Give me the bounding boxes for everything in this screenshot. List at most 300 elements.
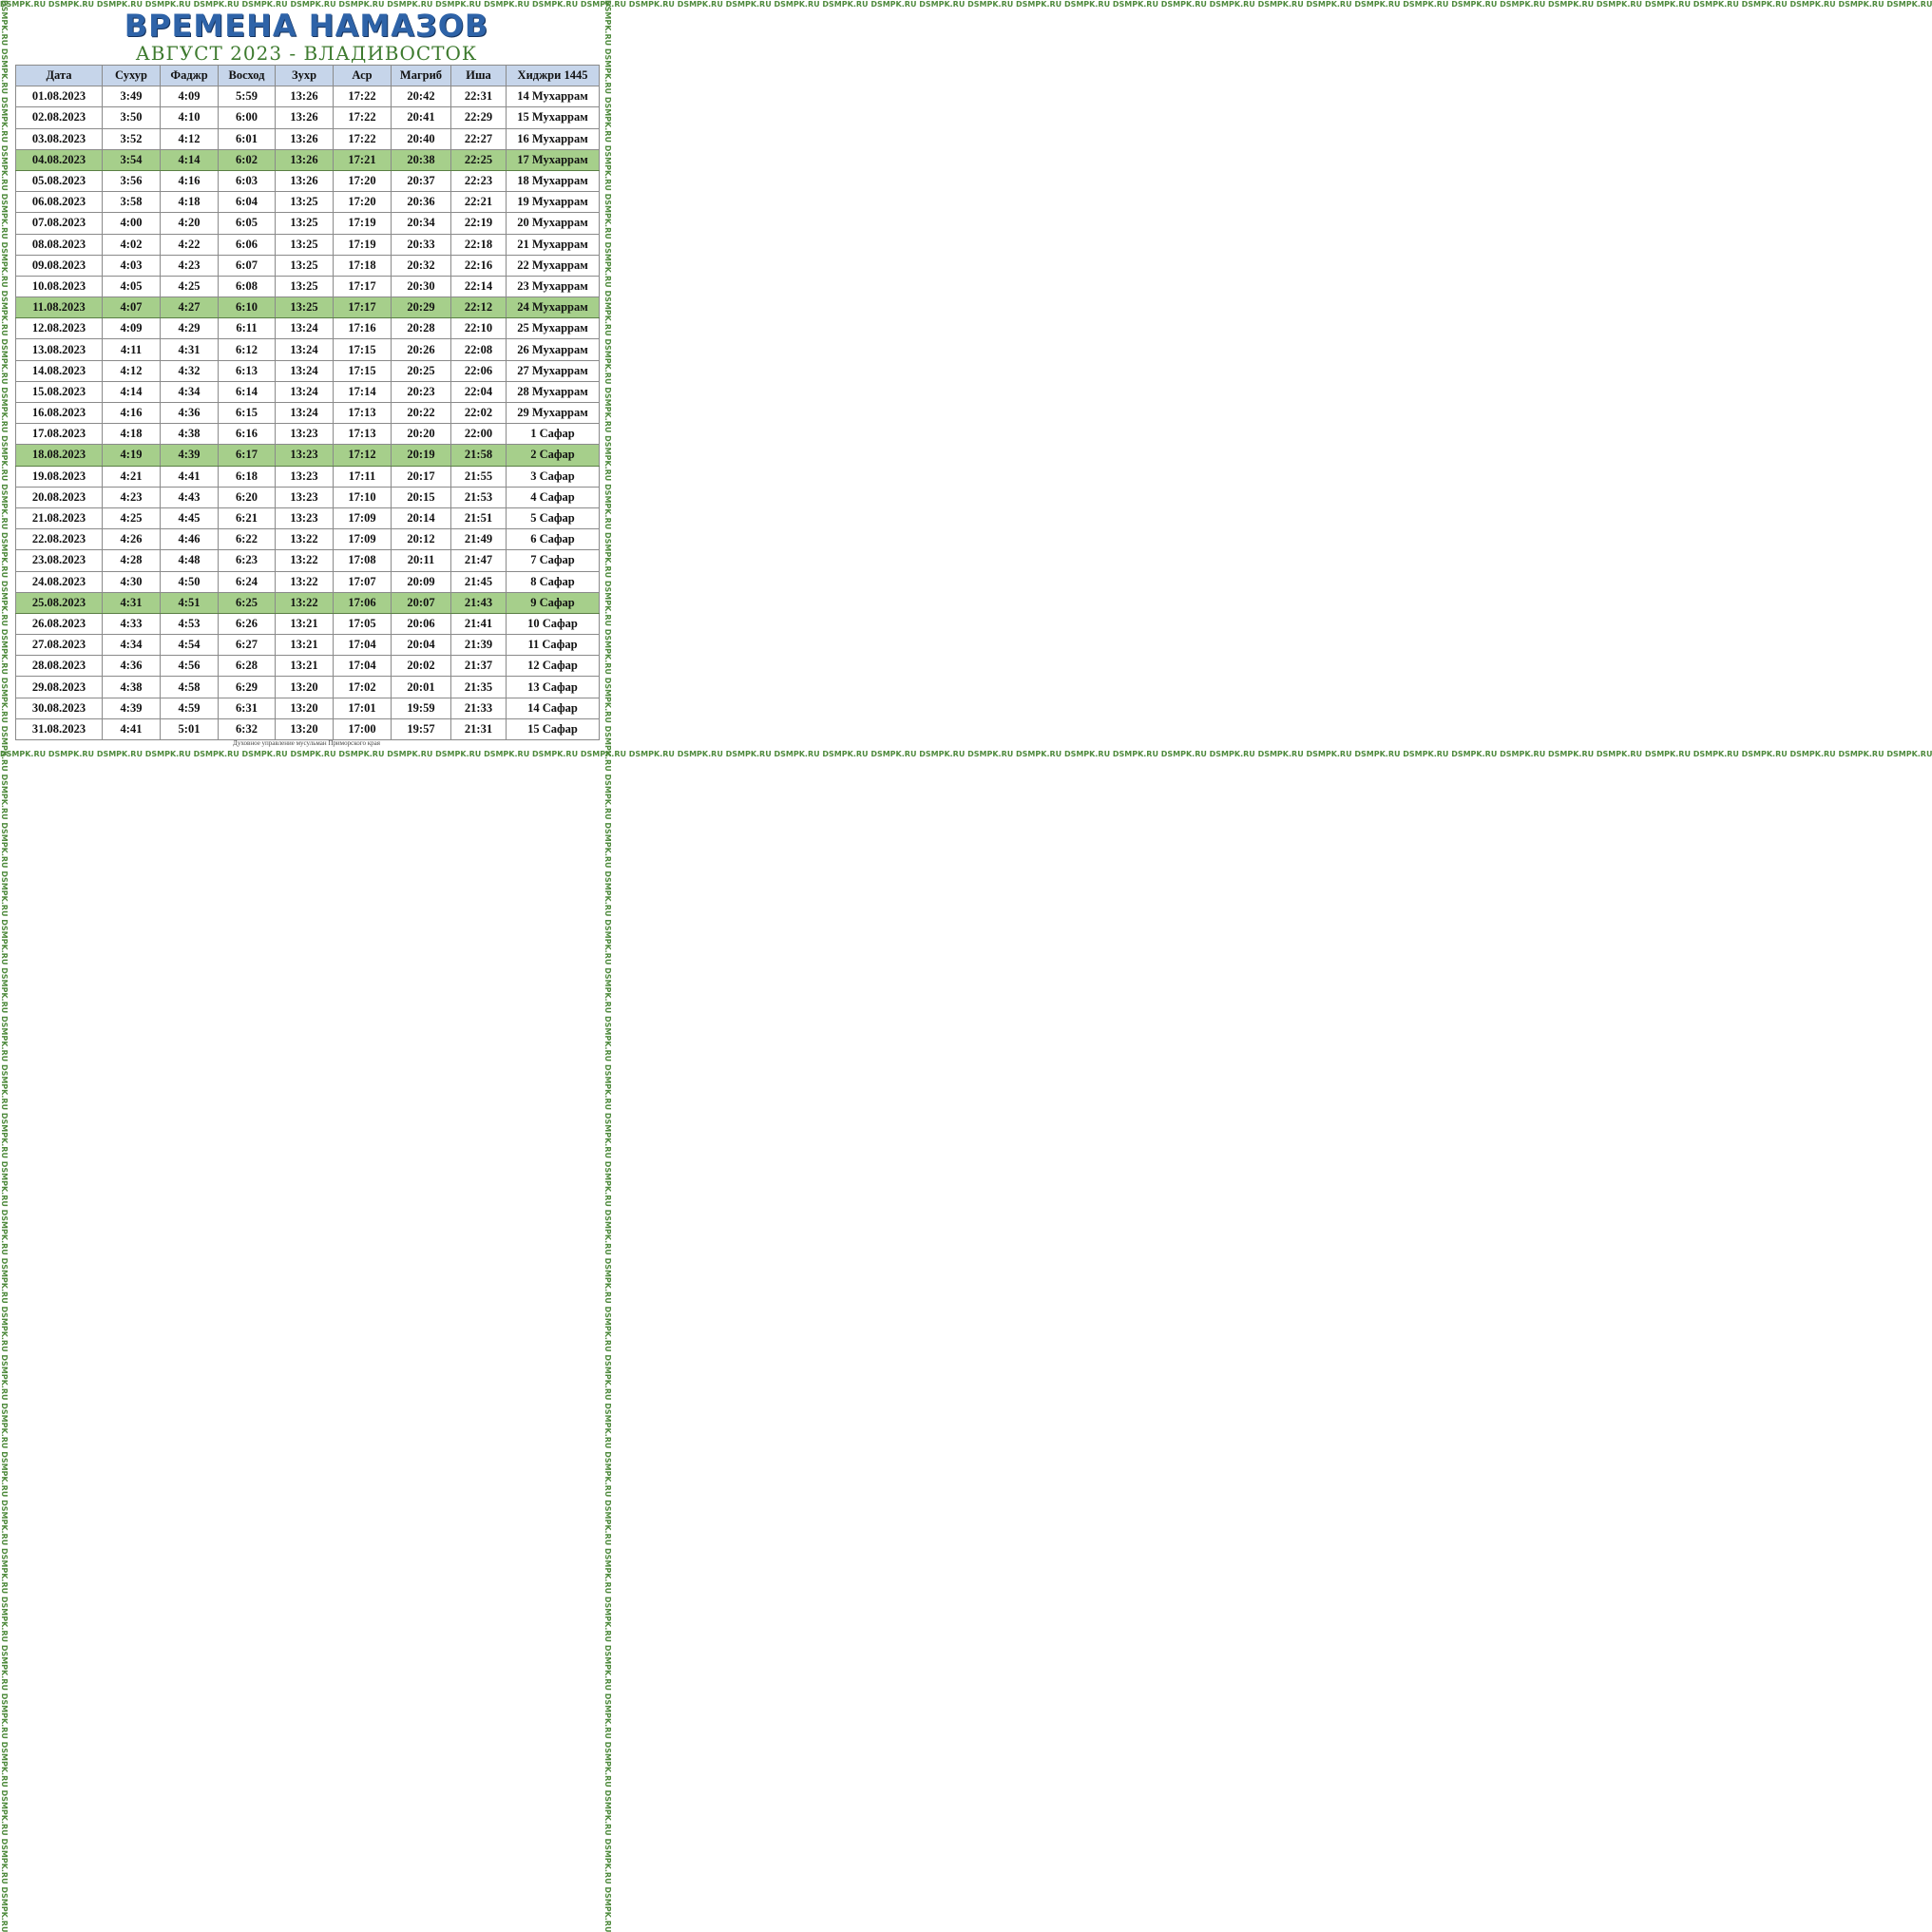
cell-suhur: 4:26 xyxy=(103,529,161,550)
cell-hijri: 1 Сафар xyxy=(507,424,600,445)
cell-dhuhr: 13:25 xyxy=(276,192,334,213)
cell-sunrise: 6:06 xyxy=(219,234,276,255)
footer-credit: Духовное управление мусульман Приморского края xyxy=(233,739,380,747)
cell-fajr: 4:32 xyxy=(161,360,219,381)
cell-date: 27.08.2023 xyxy=(16,635,103,656)
cell-asr: 17:18 xyxy=(334,255,392,276)
cell-sunrise: 6:23 xyxy=(219,550,276,571)
cell-maghrib: 20:41 xyxy=(392,107,451,128)
table-row xyxy=(16,297,600,318)
cell-isha: 21:39 xyxy=(451,635,507,656)
cell-sunrise: 6:27 xyxy=(219,635,276,656)
cell-maghrib: 20:20 xyxy=(392,424,451,445)
cell-isha: 22:10 xyxy=(451,318,507,339)
cell-suhur: 4:09 xyxy=(103,318,161,339)
cell-fajr: 4:29 xyxy=(161,318,219,339)
cell-suhur: 4:39 xyxy=(103,698,161,718)
column-header-sunrise: Восход xyxy=(219,66,276,86)
cell-date: 23.08.2023 xyxy=(16,550,103,571)
cell-sunrise: 6:00 xyxy=(219,107,276,128)
cell-fajr: 4:25 xyxy=(161,276,219,296)
cell-hijri: 8 Сафар xyxy=(507,571,600,592)
cell-dhuhr: 13:23 xyxy=(276,487,334,507)
cell-dhuhr: 13:22 xyxy=(276,550,334,571)
table-row xyxy=(16,424,600,445)
cell-maghrib: 19:59 xyxy=(392,698,451,718)
cell-suhur: 4:28 xyxy=(103,550,161,571)
cell-asr: 17:17 xyxy=(334,276,392,296)
table-row xyxy=(16,592,600,613)
cell-asr: 17:01 xyxy=(334,698,392,718)
cell-dhuhr: 13:26 xyxy=(276,149,334,170)
cell-dhuhr: 13:26 xyxy=(276,128,334,149)
cell-fajr: 4:34 xyxy=(161,381,219,402)
cell-asr: 17:02 xyxy=(334,677,392,698)
cell-hijri: 24 Мухаррам xyxy=(507,297,600,318)
watermark-text-top: DSMPK.RU DSMPK.RU DSMPK.RU DSMPK.RU DSMPK.RU DSMPK.RU DSMPK.RU DSMPK.RU DSMPK.RU DSMPK.RU DSMPK.RU DSMPK.RU DSMPK.RU DSMPK.RU DSMPK.RU DSMPK.RU DSMPK.RU DSMPK.RU DSMPK.RU DSMPK.RU DSMPK.RU DSMPK.RU DSMPK.RU DSMPK.RU DSMPK.RU DSMPK.RU DSMPK.RU DSMPK.RU DSMPK.RU DSMPK.RU DSMPK.RU DSMPK.RU DSMPK.RU DSMPK.RU DSMPK.RU DSMPK.RU DSMPK.RU DSMPK.RU DSMPK.RU DSMPK.RU xyxy=(0,0,1932,9)
cell-isha: 21:37 xyxy=(451,656,507,677)
cell-sunrise: 6:32 xyxy=(219,718,276,739)
cell-fajr: 4:50 xyxy=(161,571,219,592)
cell-asr: 17:19 xyxy=(334,234,392,255)
cell-dhuhr: 13:24 xyxy=(276,403,334,424)
cell-asr: 17:08 xyxy=(334,550,392,571)
cell-maghrib: 20:34 xyxy=(392,213,451,234)
cell-maghrib: 20:14 xyxy=(392,507,451,528)
cell-date: 14.08.2023 xyxy=(16,360,103,381)
cell-fajr: 4:54 xyxy=(161,635,219,656)
cell-hijri: 17 Мухаррам xyxy=(507,149,600,170)
cell-hijri: 4 Сафар xyxy=(507,487,600,507)
cell-suhur: 3:54 xyxy=(103,149,161,170)
cell-date: 09.08.2023 xyxy=(16,255,103,276)
cell-isha: 22:18 xyxy=(451,234,507,255)
table-row xyxy=(16,529,600,550)
cell-hijri: 14 Мухаррам xyxy=(507,86,600,107)
cell-date: 30.08.2023 xyxy=(16,698,103,718)
cell-date: 26.08.2023 xyxy=(16,613,103,634)
cell-maghrib: 20:28 xyxy=(392,318,451,339)
cell-isha: 21:53 xyxy=(451,487,507,507)
table-row xyxy=(16,718,600,739)
cell-asr: 17:09 xyxy=(334,529,392,550)
table-row xyxy=(16,360,600,381)
cell-hijri: 7 Сафар xyxy=(507,550,600,571)
cell-suhur: 4:23 xyxy=(103,487,161,507)
cell-suhur: 4:14 xyxy=(103,381,161,402)
cell-maghrib: 20:19 xyxy=(392,445,451,466)
cell-maghrib: 20:04 xyxy=(392,635,451,656)
table-row xyxy=(16,381,600,402)
cell-fajr: 4:27 xyxy=(161,297,219,318)
cell-sunrise: 6:29 xyxy=(219,677,276,698)
cell-hijri: 14 Сафар xyxy=(507,698,600,718)
cell-date: 25.08.2023 xyxy=(16,592,103,613)
cell-dhuhr: 13:22 xyxy=(276,571,334,592)
cell-date: 13.08.2023 xyxy=(16,339,103,360)
cell-asr: 17:12 xyxy=(334,445,392,466)
cell-asr: 17:22 xyxy=(334,86,392,107)
cell-dhuhr: 13:20 xyxy=(276,677,334,698)
cell-asr: 17:14 xyxy=(334,381,392,402)
cell-sunrise: 6:14 xyxy=(219,381,276,402)
cell-sunrise: 6:05 xyxy=(219,213,276,234)
cell-asr: 17:16 xyxy=(334,318,392,339)
cell-suhur: 4:03 xyxy=(103,255,161,276)
cell-hijri: 16 Мухаррам xyxy=(507,128,600,149)
column-header-suhur: Сухур xyxy=(103,66,161,86)
cell-maghrib: 20:07 xyxy=(392,592,451,613)
cell-sunrise: 6:20 xyxy=(219,487,276,507)
cell-maghrib: 20:06 xyxy=(392,613,451,634)
cell-maghrib: 20:32 xyxy=(392,255,451,276)
cell-suhur: 4:30 xyxy=(103,571,161,592)
watermark-border-right xyxy=(603,0,613,1932)
cell-isha: 22:16 xyxy=(451,255,507,276)
column-header-date: Дата xyxy=(16,66,103,86)
cell-asr: 17:05 xyxy=(334,613,392,634)
cell-hijri: 2 Сафар xyxy=(507,445,600,466)
cell-sunrise: 6:31 xyxy=(219,698,276,718)
cell-hijri: 19 Мухаррам xyxy=(507,192,600,213)
cell-suhur: 4:00 xyxy=(103,213,161,234)
cell-hijri: 25 Мухаррам xyxy=(507,318,600,339)
watermark-text-left: DSMPK.RU DSMPK.RU DSMPK.RU DSMPK.RU DSMPK.RU DSMPK.RU DSMPK.RU DSMPK.RU DSMPK.RU DSMPK.RU DSMPK.RU DSMPK.RU DSMPK.RU DSMPK.RU DSMPK.RU DSMPK.RU DSMPK.RU DSMPK.RU DSMPK.RU DSMPK.RU DSMPK.RU DSMPK.RU DSMPK.RU DSMPK.RU DSMPK.RU DSMPK.RU DSMPK.RU DSMPK.RU DSMPK.RU DSMPK.RU DSMPK.RU DSMPK.RU DSMPK.RU DSMPK.RU DSMPK.RU DSMPK.RU DSMPK.RU DSMPK.RU DSMPK.RU DSMPK.RU xyxy=(0,0,9,1932)
cell-suhur: 4:31 xyxy=(103,592,161,613)
cell-maghrib: 20:12 xyxy=(392,529,451,550)
cell-suhur: 4:33 xyxy=(103,613,161,634)
cell-fajr: 4:51 xyxy=(161,592,219,613)
column-header-dhuhr: Зухр xyxy=(276,66,334,86)
cell-maghrib: 20:26 xyxy=(392,339,451,360)
cell-suhur: 3:56 xyxy=(103,170,161,191)
cell-fajr: 4:58 xyxy=(161,677,219,698)
cell-isha: 22:21 xyxy=(451,192,507,213)
cell-maghrib: 20:42 xyxy=(392,86,451,107)
cell-hijri: 3 Сафар xyxy=(507,466,600,487)
cell-asr: 17:06 xyxy=(334,592,392,613)
cell-hijri: 15 Мухаррам xyxy=(507,107,600,128)
cell-dhuhr: 13:25 xyxy=(276,255,334,276)
cell-isha: 21:31 xyxy=(451,718,507,739)
cell-asr: 17:04 xyxy=(334,635,392,656)
cell-fajr: 4:14 xyxy=(161,149,219,170)
cell-sunrise: 6:13 xyxy=(219,360,276,381)
cell-dhuhr: 13:25 xyxy=(276,213,334,234)
cell-fajr: 4:18 xyxy=(161,192,219,213)
cell-fajr: 4:36 xyxy=(161,403,219,424)
cell-dhuhr: 13:26 xyxy=(276,170,334,191)
cell-asr: 17:19 xyxy=(334,213,392,234)
cell-asr: 17:22 xyxy=(334,107,392,128)
cell-dhuhr: 13:25 xyxy=(276,234,334,255)
cell-date: 24.08.2023 xyxy=(16,571,103,592)
cell-date: 20.08.2023 xyxy=(16,487,103,507)
cell-sunrise: 6:07 xyxy=(219,255,276,276)
table-row xyxy=(16,318,600,339)
cell-hijri: 26 Мухаррам xyxy=(507,339,600,360)
cell-fajr: 4:56 xyxy=(161,656,219,677)
cell-date: 06.08.2023 xyxy=(16,192,103,213)
cell-fajr: 4:48 xyxy=(161,550,219,571)
cell-dhuhr: 13:23 xyxy=(276,507,334,528)
cell-dhuhr: 13:24 xyxy=(276,381,334,402)
cell-hijri: 29 Мухаррам xyxy=(507,403,600,424)
cell-date: 08.08.2023 xyxy=(16,234,103,255)
cell-suhur: 3:49 xyxy=(103,86,161,107)
cell-suhur: 3:58 xyxy=(103,192,161,213)
table-row xyxy=(16,234,600,255)
cell-asr: 17:13 xyxy=(334,403,392,424)
table-row xyxy=(16,170,600,191)
cell-sunrise: 6:02 xyxy=(219,149,276,170)
table-row xyxy=(16,86,600,107)
cell-date: 15.08.2023 xyxy=(16,381,103,402)
cell-hijri: 28 Мухаррам xyxy=(507,381,600,402)
cell-suhur: 4:25 xyxy=(103,507,161,528)
cell-suhur: 4:05 xyxy=(103,276,161,296)
cell-isha: 21:58 xyxy=(451,445,507,466)
cell-date: 29.08.2023 xyxy=(16,677,103,698)
cell-asr: 17:20 xyxy=(334,170,392,191)
cell-sunrise: 6:22 xyxy=(219,529,276,550)
cell-dhuhr: 13:26 xyxy=(276,107,334,128)
cell-date: 31.08.2023 xyxy=(16,718,103,739)
cell-isha: 22:27 xyxy=(451,128,507,149)
cell-hijri: 18 Мухаррам xyxy=(507,170,600,191)
table-header-row xyxy=(16,66,600,86)
cell-hijri: 27 Мухаррам xyxy=(507,360,600,381)
cell-fajr: 4:23 xyxy=(161,255,219,276)
cell-isha: 21:55 xyxy=(451,466,507,487)
cell-suhur: 4:19 xyxy=(103,445,161,466)
cell-sunrise: 6:21 xyxy=(219,507,276,528)
cell-sunrise: 6:17 xyxy=(219,445,276,466)
watermark-border-left xyxy=(0,0,10,1932)
cell-fajr: 4:53 xyxy=(161,613,219,634)
cell-date: 21.08.2023 xyxy=(16,507,103,528)
cell-fajr: 5:01 xyxy=(161,718,219,739)
cell-suhur: 4:38 xyxy=(103,677,161,698)
cell-dhuhr: 13:25 xyxy=(276,276,334,296)
cell-isha: 21:43 xyxy=(451,592,507,613)
cell-hijri: 23 Мухаррам xyxy=(507,276,600,296)
cell-asr: 17:15 xyxy=(334,339,392,360)
cell-dhuhr: 13:24 xyxy=(276,360,334,381)
cell-isha: 22:12 xyxy=(451,297,507,318)
cell-sunrise: 6:26 xyxy=(219,613,276,634)
cell-maghrib: 20:29 xyxy=(392,297,451,318)
cell-suhur: 4:34 xyxy=(103,635,161,656)
cell-maghrib: 20:36 xyxy=(392,192,451,213)
cell-asr: 17:04 xyxy=(334,656,392,677)
table-body xyxy=(16,86,600,740)
cell-maghrib: 20:11 xyxy=(392,550,451,571)
table-row xyxy=(16,107,600,128)
table-row xyxy=(16,403,600,424)
table-row xyxy=(16,128,600,149)
cell-sunrise: 6:28 xyxy=(219,656,276,677)
cell-sunrise: 6:01 xyxy=(219,128,276,149)
cell-asr: 17:21 xyxy=(334,149,392,170)
cell-asr: 17:09 xyxy=(334,507,392,528)
cell-dhuhr: 13:22 xyxy=(276,529,334,550)
cell-sunrise: 6:18 xyxy=(219,466,276,487)
cell-asr: 17:15 xyxy=(334,360,392,381)
cell-maghrib: 20:38 xyxy=(392,149,451,170)
table-row xyxy=(16,466,600,487)
cell-hijri: 13 Сафар xyxy=(507,677,600,698)
cell-fajr: 4:46 xyxy=(161,529,219,550)
cell-suhur: 4:07 xyxy=(103,297,161,318)
cell-maghrib: 20:23 xyxy=(392,381,451,402)
cell-sunrise: 6:10 xyxy=(219,297,276,318)
cell-date: 03.08.2023 xyxy=(16,128,103,149)
cell-fajr: 4:09 xyxy=(161,86,219,107)
cell-suhur: 4:36 xyxy=(103,656,161,677)
table-row xyxy=(16,698,600,718)
cell-date: 01.08.2023 xyxy=(16,86,103,107)
cell-isha: 22:02 xyxy=(451,403,507,424)
cell-isha: 22:29 xyxy=(451,107,507,128)
cell-suhur: 4:16 xyxy=(103,403,161,424)
cell-sunrise: 6:08 xyxy=(219,276,276,296)
table-row xyxy=(16,677,600,698)
cell-maghrib: 19:57 xyxy=(392,718,451,739)
cell-date: 04.08.2023 xyxy=(16,149,103,170)
cell-dhuhr: 13:22 xyxy=(276,592,334,613)
cell-maghrib: 20:15 xyxy=(392,487,451,507)
cell-date: 19.08.2023 xyxy=(16,466,103,487)
cell-date: 28.08.2023 xyxy=(16,656,103,677)
cell-maghrib: 20:22 xyxy=(392,403,451,424)
cell-maghrib: 20:01 xyxy=(392,677,451,698)
cell-hijri: 6 Сафар xyxy=(507,529,600,550)
cell-isha: 21:51 xyxy=(451,507,507,528)
cell-sunrise: 5:59 xyxy=(219,86,276,107)
cell-dhuhr: 13:21 xyxy=(276,656,334,677)
cell-date: 12.08.2023 xyxy=(16,318,103,339)
cell-isha: 21:33 xyxy=(451,698,507,718)
table-row xyxy=(16,339,600,360)
cell-dhuhr: 13:23 xyxy=(276,445,334,466)
cell-suhur: 3:50 xyxy=(103,107,161,128)
cell-hijri: 10 Сафар xyxy=(507,613,600,634)
cell-hijri: 22 Мухаррам xyxy=(507,255,600,276)
table-row xyxy=(16,445,600,466)
cell-isha: 21:45 xyxy=(451,571,507,592)
cell-asr: 17:20 xyxy=(334,192,392,213)
cell-fajr: 4:38 xyxy=(161,424,219,445)
cell-isha: 22:31 xyxy=(451,86,507,107)
cell-date: 16.08.2023 xyxy=(16,403,103,424)
cell-dhuhr: 13:24 xyxy=(276,339,334,360)
cell-sunrise: 6:16 xyxy=(219,424,276,445)
cell-asr: 17:07 xyxy=(334,571,392,592)
cell-maghrib: 20:30 xyxy=(392,276,451,296)
column-header-maghrib: Магриб xyxy=(392,66,451,86)
cell-maghrib: 20:25 xyxy=(392,360,451,381)
cell-asr: 17:17 xyxy=(334,297,392,318)
column-header-isha: Иша xyxy=(451,66,507,86)
cell-maghrib: 20:02 xyxy=(392,656,451,677)
cell-hijri: 11 Сафар xyxy=(507,635,600,656)
table-row xyxy=(16,192,600,213)
cell-sunrise: 6:15 xyxy=(219,403,276,424)
cell-dhuhr: 13:23 xyxy=(276,466,334,487)
cell-fajr: 4:10 xyxy=(161,107,219,128)
watermark-text-bottom: DSMPK.RU DSMPK.RU DSMPK.RU DSMPK.RU DSMPK.RU DSMPK.RU DSMPK.RU DSMPK.RU DSMPK.RU DSMPK.RU DSMPK.RU DSMPK.RU DSMPK.RU DSMPK.RU DSMPK.RU DSMPK.RU DSMPK.RU DSMPK.RU DSMPK.RU DSMPK.RU DSMPK.RU DSMPK.RU DSMPK.RU DSMPK.RU DSMPK.RU DSMPK.RU DSMPK.RU DSMPK.RU DSMPK.RU DSMPK.RU DSMPK.RU DSMPK.RU DSMPK.RU DSMPK.RU DSMPK.RU DSMPK.RU DSMPK.RU DSMPK.RU DSMPK.RU DSMPK.RU xyxy=(0,750,1932,758)
cell-date: 07.08.2023 xyxy=(16,213,103,234)
cell-maghrib: 20:33 xyxy=(392,234,451,255)
cell-isha: 22:08 xyxy=(451,339,507,360)
cell-hijri: 9 Сафар xyxy=(507,592,600,613)
cell-fajr: 4:31 xyxy=(161,339,219,360)
cell-isha: 21:47 xyxy=(451,550,507,571)
cell-asr: 17:13 xyxy=(334,424,392,445)
cell-sunrise: 6:03 xyxy=(219,170,276,191)
cell-isha: 22:14 xyxy=(451,276,507,296)
table-row xyxy=(16,276,600,296)
table-row xyxy=(16,487,600,507)
table-row xyxy=(16,550,600,571)
cell-hijri: 21 Мухаррам xyxy=(507,234,600,255)
cell-asr: 17:22 xyxy=(334,128,392,149)
cell-fajr: 4:22 xyxy=(161,234,219,255)
cell-isha: 22:04 xyxy=(451,381,507,402)
cell-suhur: 4:41 xyxy=(103,718,161,739)
cell-date: 05.08.2023 xyxy=(16,170,103,191)
cell-isha: 22:00 xyxy=(451,424,507,445)
cell-isha: 22:06 xyxy=(451,360,507,381)
cell-isha: 21:35 xyxy=(451,677,507,698)
cell-dhuhr: 13:21 xyxy=(276,613,334,634)
cell-isha: 21:49 xyxy=(451,529,507,550)
cell-sunrise: 6:04 xyxy=(219,192,276,213)
cell-suhur: 4:12 xyxy=(103,360,161,381)
cell-date: 11.08.2023 xyxy=(16,297,103,318)
cell-suhur: 4:21 xyxy=(103,466,161,487)
table-row xyxy=(16,255,600,276)
cell-hijri: 15 Сафар xyxy=(507,718,600,739)
cell-hijri: 12 Сафар xyxy=(507,656,600,677)
table-row xyxy=(16,213,600,234)
table-row xyxy=(16,656,600,677)
cell-isha: 22:19 xyxy=(451,213,507,234)
cell-date: 18.08.2023 xyxy=(16,445,103,466)
cell-hijri: 20 Мухаррам xyxy=(507,213,600,234)
cell-dhuhr: 13:25 xyxy=(276,297,334,318)
cell-fajr: 4:12 xyxy=(161,128,219,149)
prayer-times-table xyxy=(15,65,600,740)
cell-date: 22.08.2023 xyxy=(16,529,103,550)
cell-sunrise: 6:25 xyxy=(219,592,276,613)
page-title: ВРЕМЕНА НАМАЗОВ xyxy=(124,8,489,44)
cell-fajr: 4:16 xyxy=(161,170,219,191)
table-row xyxy=(16,635,600,656)
cell-fajr: 4:39 xyxy=(161,445,219,466)
cell-dhuhr: 13:20 xyxy=(276,718,334,739)
cell-date: 02.08.2023 xyxy=(16,107,103,128)
cell-dhuhr: 13:24 xyxy=(276,318,334,339)
cell-sunrise: 6:12 xyxy=(219,339,276,360)
cell-isha: 22:25 xyxy=(451,149,507,170)
cell-suhur: 4:02 xyxy=(103,234,161,255)
cell-maghrib: 20:09 xyxy=(392,571,451,592)
cell-isha: 22:23 xyxy=(451,170,507,191)
column-header-asr: Аср xyxy=(334,66,392,86)
cell-fajr: 4:59 xyxy=(161,698,219,718)
